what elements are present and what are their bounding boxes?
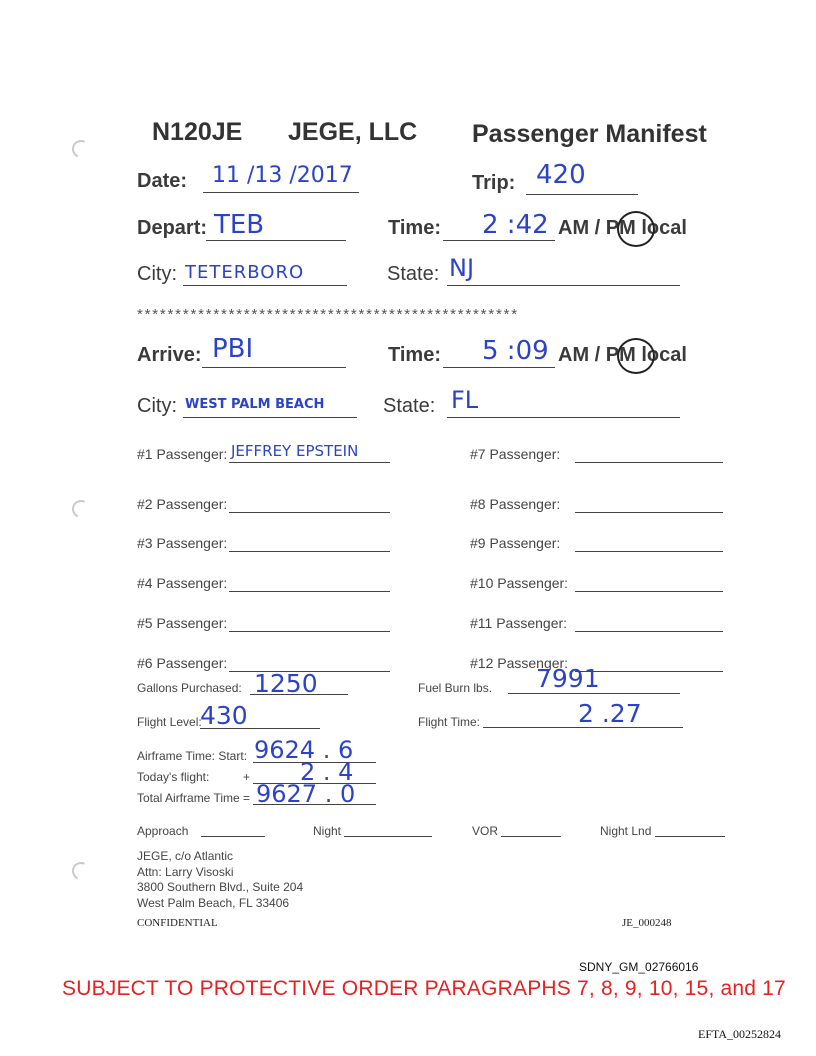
arrive-value: PBI [212, 334, 254, 364]
date-value: 11 /13 /2017 [212, 163, 353, 188]
depart-label: Depart: [137, 217, 208, 239]
flight-level-value: 430 [200, 701, 248, 730]
passenger-right-label: #10 Passenger: [470, 575, 569, 591]
confidential-label: CONFIDENTIAL [137, 917, 218, 929]
star-divider: ************************************************** [137, 306, 519, 323]
address-line: West Palm Beach, FL 33406 [137, 895, 290, 910]
bates-je: JE_000248 [622, 917, 672, 929]
airframe-start-label: Airframe Time: Start: [137, 749, 248, 763]
depart-city-line [183, 285, 347, 286]
depart-state-line [447, 285, 680, 286]
passenger-left-label: #2 Passenger: [137, 496, 228, 512]
today-flight-value: 2 . 4 [300, 758, 354, 786]
address-block [137, 849, 303, 911]
passenger-right-label: #8 Passenger: [470, 496, 561, 512]
arrive-time-line [443, 367, 555, 368]
passenger-right-label: #7 Passenger: [470, 446, 561, 462]
arrive-city-label: City: [137, 395, 177, 417]
depart-value: TEB [214, 210, 265, 240]
night-line [344, 836, 432, 837]
depart-city-label: City: [137, 263, 177, 285]
night-lnd-line [655, 836, 725, 837]
flight-time-value: 2 .27 [578, 699, 642, 728]
depart-time-value: 2 :42 [482, 210, 549, 240]
arrive-state-value: FL [451, 386, 479, 414]
address-line: JEGE, c/o Atlantic [137, 849, 234, 863]
bates-sdny: SDNY_GM_02766016 [579, 960, 699, 974]
passenger-left-label: #5 Passenger: [137, 615, 228, 631]
fuel-burn-label: Fuel Burn lbs. [418, 681, 493, 695]
fuel-burn-line [508, 693, 680, 694]
trip-value: 420 [536, 160, 586, 190]
passenger-left-line [229, 591, 390, 592]
efta-number: EFTA_00252824 [698, 1027, 782, 1041]
passenger-right-label: #11 Passenger: [470, 615, 568, 631]
depart-state-value: NJ [449, 254, 475, 282]
depart-line [206, 240, 346, 241]
arrive-state-line [447, 417, 680, 418]
punch-hole-top [69, 137, 92, 160]
trip-label: Trip: [472, 172, 516, 194]
flight-level-label: Flight Level: [137, 715, 202, 729]
arrive-time-value: 5 :09 [482, 336, 549, 366]
page-title: Passenger Manifest [472, 120, 707, 148]
pm-circle-arrive [617, 338, 655, 374]
passenger-right-line [575, 512, 723, 513]
gallons-label: Gallons Purchased: [137, 681, 242, 695]
night-lnd-label: Night Lnd [600, 824, 652, 838]
arrive-state-label: State: [383, 395, 436, 417]
arrive-city-line [183, 417, 357, 418]
arrive-line [202, 367, 346, 368]
pm-circle-depart [617, 211, 655, 247]
address-line: Attn: Larry Visoski [137, 864, 234, 879]
tail-number: N120JE [152, 118, 243, 146]
date-label: Date: [137, 170, 188, 192]
passenger-right-line [575, 631, 723, 632]
passenger-right-line [575, 551, 723, 552]
passenger-right-line [575, 462, 723, 463]
passenger-left-line [229, 462, 390, 463]
total-airframe-value: 9627 . 0 [256, 780, 356, 808]
punch-hole-bottom [69, 859, 92, 882]
today-flight-label: Today's flight: [137, 770, 210, 784]
passenger-left-label: #3 Passenger: [137, 535, 228, 551]
passenger-left-value: JEFFREY EPSTEIN [231, 442, 359, 460]
passenger-left-label: #6 Passenger: [137, 655, 228, 671]
arrive-label: Arrive: [137, 344, 202, 366]
vor-line [501, 836, 561, 837]
passenger-left-line [229, 512, 390, 513]
fuel-burn-value: 7991 [536, 664, 600, 693]
passenger-left-label: #4 Passenger: [137, 575, 228, 591]
airframe-start-value: 9624 . 6 [254, 736, 354, 764]
passenger-right-label: #9 Passenger: [470, 535, 561, 551]
arrive-time-label: Time: [388, 344, 441, 366]
approach-label: Approach [137, 824, 189, 838]
total-airframe-label: Total Airframe Time = [137, 791, 251, 805]
depart-time-line [443, 240, 555, 241]
punch-hole-middle [69, 497, 92, 520]
protective-order-notice: SUBJECT TO PROTECTIVE ORDER PARAGRAPHS 7, 8, 9, 10, 15, and 17 [62, 977, 786, 1000]
passenger-right-label: #12 Passenger: [470, 655, 569, 671]
depart-state-label: State: [387, 263, 440, 285]
passenger-left-label: #1 Passenger: [137, 446, 228, 462]
trip-line [526, 194, 638, 195]
depart-time-label: Time: [388, 217, 441, 239]
today-flight-plus: + [243, 770, 251, 784]
depart-city-value: TETERBORO [185, 262, 305, 283]
company-name: JEGE, LLC [288, 118, 418, 146]
passenger-left-line [229, 551, 390, 552]
arrive-city-value: WEST PALM BEACH [185, 397, 325, 412]
arrive-ampm: AM / PM local [558, 344, 687, 366]
passenger-left-line [229, 631, 390, 632]
passenger-right-line [575, 591, 723, 592]
vor-label: VOR [472, 824, 499, 838]
depart-ampm: AM / PM local [558, 217, 687, 239]
night-label: Night [313, 824, 342, 838]
approach-line [201, 836, 265, 837]
date-line [203, 192, 359, 193]
flight-time-label: Flight Time: [418, 715, 481, 729]
address-line: 3800 Southern Blvd., Suite 204 [137, 880, 304, 894]
gallons-value: 1250 [254, 669, 318, 698]
